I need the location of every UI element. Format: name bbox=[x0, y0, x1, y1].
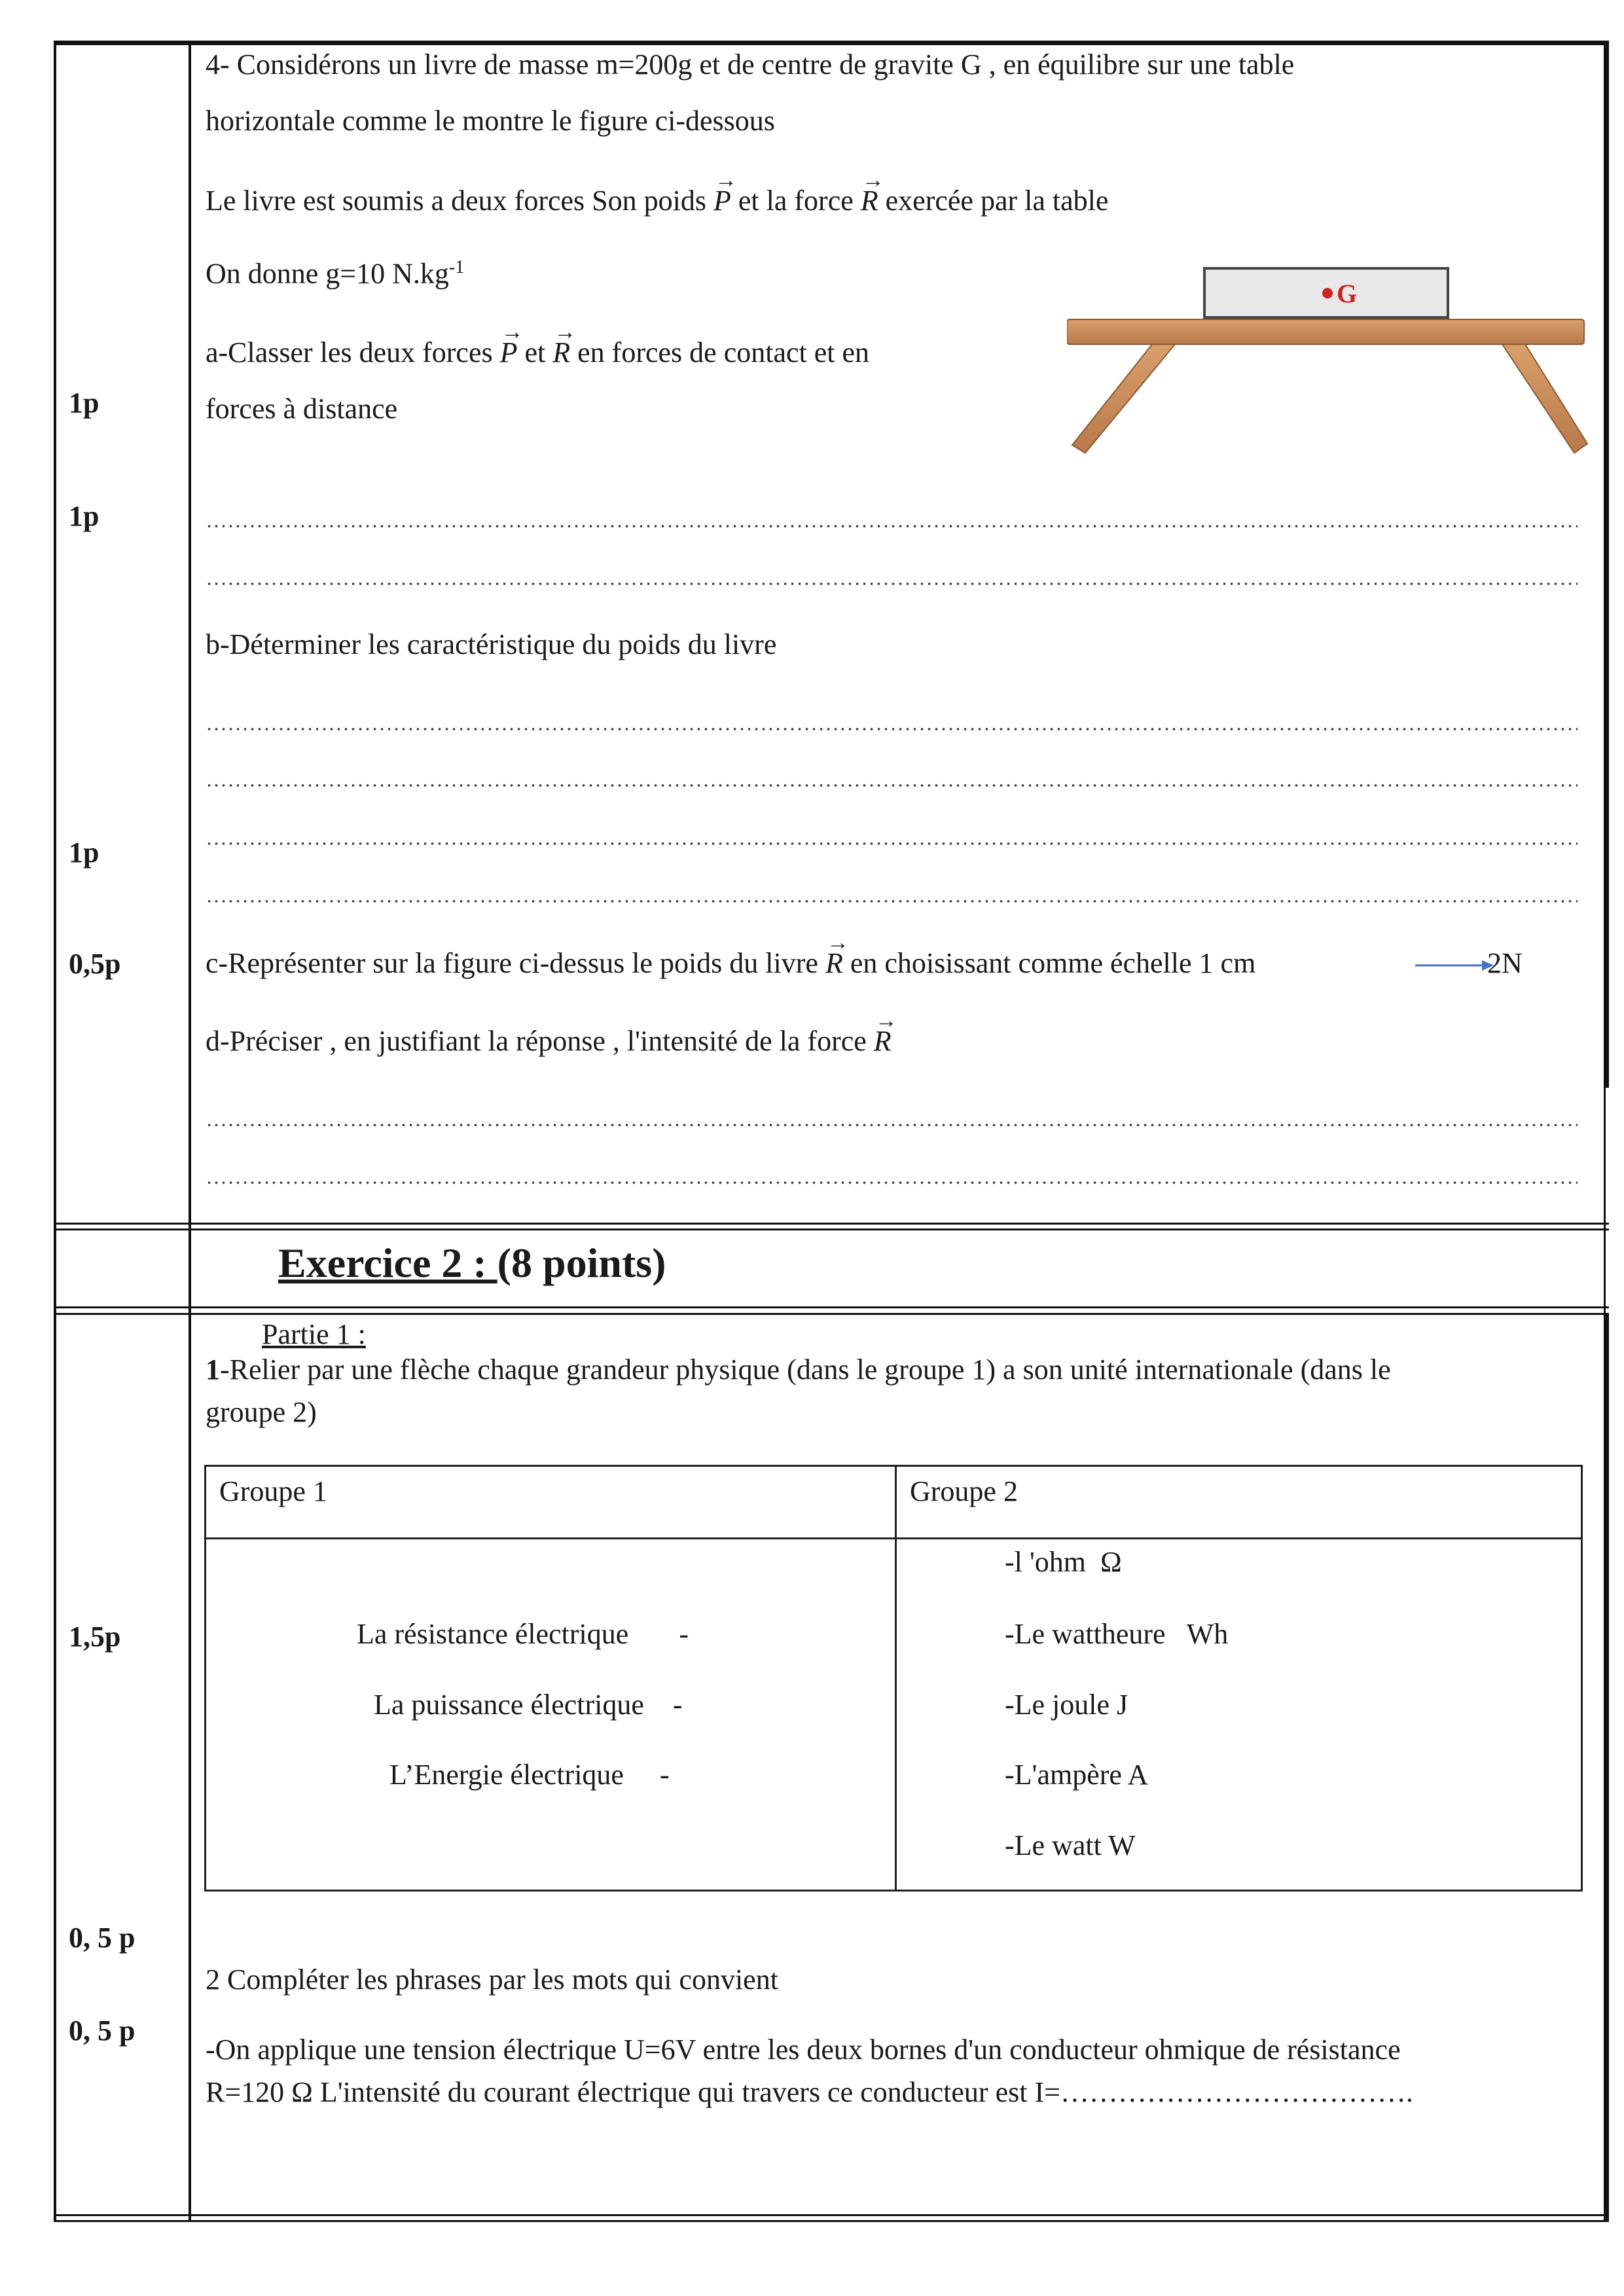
frame-right-border-lower bbox=[1604, 1314, 1609, 2220]
matching-table-column-divider bbox=[895, 1467, 897, 1890]
answer-line[interactable] bbox=[206, 839, 1578, 848]
points-label: 1,5p bbox=[69, 1621, 121, 1653]
answer-line[interactable] bbox=[206, 522, 1578, 531]
a-text-mid: et bbox=[517, 336, 553, 368]
a-text-pre: a-Classer les deux forces bbox=[206, 336, 500, 368]
scale-value: 2N bbox=[1487, 947, 1523, 979]
group2-item[interactable]: -Le wattheure Wh bbox=[1005, 1618, 1229, 1650]
book-on-table-figure bbox=[1067, 262, 1604, 465]
a-text-post: en forces de contact et en bbox=[570, 336, 870, 368]
exercise2-title-points: (8 points) bbox=[497, 1240, 666, 1286]
points-label: 0, 5 p bbox=[69, 2015, 135, 2047]
frame-bottom-b bbox=[54, 2220, 1609, 2222]
row-separator-2a bbox=[54, 1306, 1609, 1308]
q1-line1 bbox=[206, 1354, 1391, 1387]
vector-r: → R bbox=[552, 336, 570, 370]
given-text: On donne g=10 N.kg bbox=[206, 257, 449, 290]
vector-r: → R bbox=[825, 947, 843, 980]
vector-r: → R bbox=[861, 185, 878, 218]
answer-line[interactable] bbox=[206, 1121, 1578, 1130]
q4-intro-line2: horizontale comme le montre le figure ci-dessous bbox=[206, 105, 775, 137]
c-text-pre: c-Représenter sur la figure ci-dessus le poids du livre bbox=[206, 947, 825, 979]
points-label: 1p bbox=[69, 500, 99, 532]
part1-heading: Partie 1 : bbox=[262, 1318, 366, 1350]
q2-title: 2 Compléter les phrases par les mots qui convient bbox=[206, 1964, 778, 1996]
c-text-post: en choisissant comme échelle 1 cm bbox=[842, 947, 1256, 979]
forces-text-mid: et la force bbox=[731, 185, 861, 217]
gravity-center-dot bbox=[1322, 288, 1333, 298]
points-label: 0, 5 p bbox=[69, 1922, 135, 1954]
forces-text-post: exercée par la table bbox=[878, 185, 1109, 217]
d-text-pre: d-Préciser , en justifiant la réponse , l'intensité de la force bbox=[206, 1025, 874, 1057]
points-label: 0,5p bbox=[69, 948, 121, 980]
group1-item[interactable]: L’Energie électrique - bbox=[389, 1759, 670, 1791]
answer-line[interactable] bbox=[206, 725, 1578, 734]
tabletop-shape bbox=[1067, 319, 1584, 344]
q1-number: 1 bbox=[206, 1354, 220, 1386]
exercise2-title bbox=[278, 1239, 666, 1287]
group2-item[interactable]: -l 'ohm Ω bbox=[1005, 1546, 1122, 1578]
matching-table-header-divider bbox=[206, 1537, 1581, 1539]
q4-forces-sentence bbox=[206, 185, 1108, 218]
frame-top-border bbox=[54, 41, 1609, 45]
q4-given bbox=[206, 257, 464, 291]
table-illustration bbox=[1067, 262, 1604, 465]
q1-line2: groupe 2) bbox=[206, 1396, 317, 1428]
group2-item[interactable]: -Le watt W bbox=[1005, 1829, 1136, 1861]
table-leg-right bbox=[1502, 344, 1587, 453]
q4-c bbox=[206, 947, 1255, 980]
q4-d bbox=[206, 1025, 892, 1058]
answer-line[interactable] bbox=[206, 781, 1578, 790]
table-leg-left bbox=[1072, 344, 1175, 453]
row-separator-2b bbox=[54, 1313, 1609, 1315]
exercise2-title-main: Exercice 2 : bbox=[278, 1240, 497, 1286]
q1-text: -Relier par une flèche chaque grandeur physique (dans le groupe 1) a son unité internationale (dans le bbox=[220, 1354, 1391, 1386]
row-separator-1b bbox=[54, 1229, 1609, 1230]
frame-right-border bbox=[1604, 41, 1609, 1088]
group1-item[interactable]: La puissance électrique - bbox=[374, 1689, 683, 1721]
q4-a-line1 bbox=[206, 336, 869, 370]
gravity-center-label: G bbox=[1337, 279, 1358, 308]
q4-b: b-Déterminer les caractéristique du poids du livre bbox=[206, 628, 777, 660]
q2-line2[interactable]: R=120 Ω L'intensité du courant électrique qui travers ce conducteur est I=………………………………. bbox=[206, 2076, 1413, 2108]
frame-left-border bbox=[54, 41, 56, 2220]
q4-intro-line1: 4- Considérons un livre de masse m=200g et de centre de gravite G , en équilibre sur une table bbox=[206, 48, 1295, 81]
vector-r: → R bbox=[874, 1025, 892, 1058]
group1-item[interactable]: La résistance électrique - bbox=[357, 1618, 689, 1650]
vector-p: → P bbox=[713, 185, 731, 218]
given-exponent: -1 bbox=[448, 257, 465, 278]
answer-line[interactable] bbox=[206, 897, 1578, 906]
q2-line1: -On applique une tension électrique U=6V entre les deux bornes d'un conducteur ohmique de résistance bbox=[206, 2034, 1401, 2066]
row-separator-1a bbox=[54, 1223, 1609, 1225]
group2-item[interactable]: -L'ampère A bbox=[1005, 1759, 1149, 1791]
frame-bottom-a bbox=[54, 2214, 1609, 2216]
answer-line[interactable] bbox=[206, 1178, 1578, 1187]
q4-a-line2: forces à distance bbox=[206, 393, 398, 425]
scale-arrow-icon bbox=[1414, 956, 1496, 975]
vector-p: → P bbox=[500, 336, 518, 370]
points-label: 1p bbox=[69, 836, 99, 869]
frame-right-mid bbox=[1604, 1088, 1606, 1314]
forces-text-pre: Le livre est soumis a deux forces Son poids bbox=[206, 185, 713, 217]
group2-item[interactable]: -Le joule J bbox=[1005, 1689, 1128, 1721]
matching-table bbox=[204, 1465, 1583, 1892]
group1-header: Groupe 1 bbox=[219, 1475, 327, 1507]
answer-line[interactable] bbox=[206, 579, 1578, 588]
points-label: 1p bbox=[69, 387, 99, 419]
group2-header: Groupe 2 bbox=[910, 1475, 1018, 1507]
frame-column-divider bbox=[189, 41, 191, 2220]
